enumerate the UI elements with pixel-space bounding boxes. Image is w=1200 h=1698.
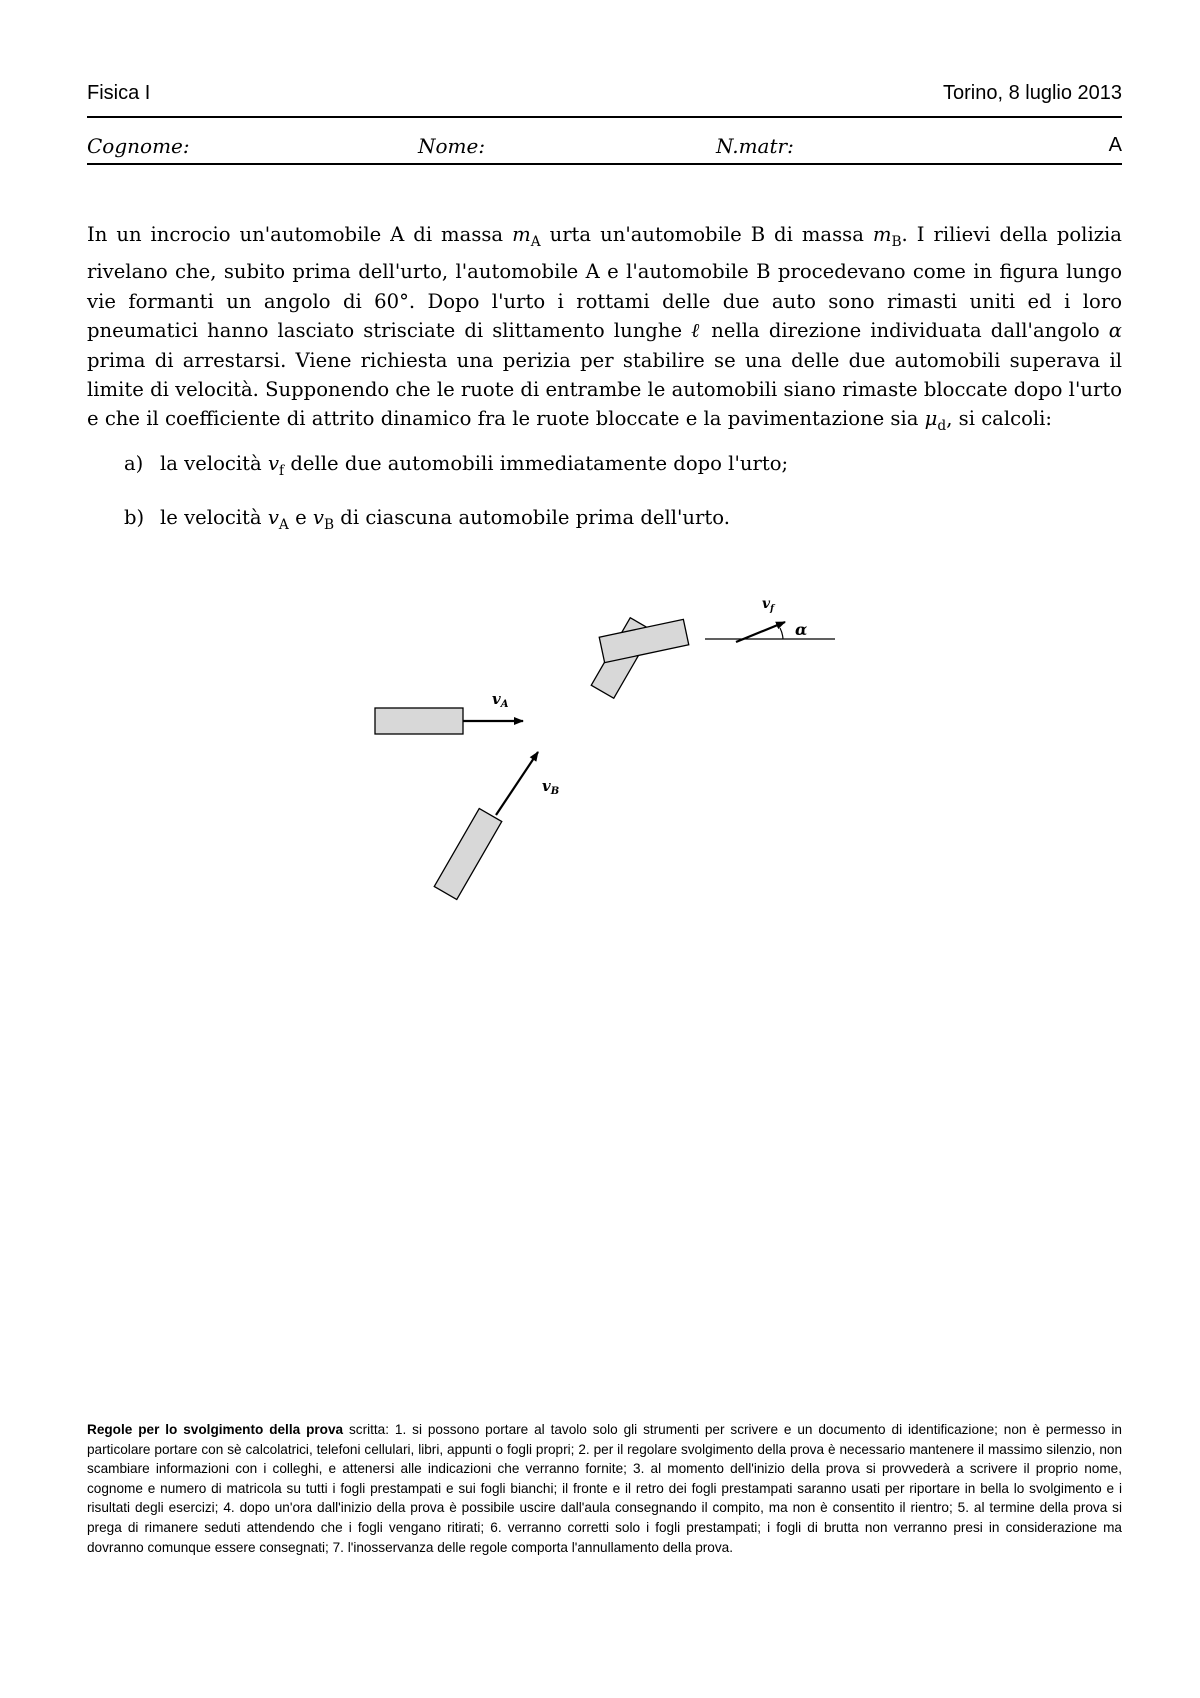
matriculation-label: N.matr:	[716, 134, 794, 158]
question-label: a)	[124, 452, 144, 475]
rules-text: scritta: 1. si possono portare al tavolo solo gli strumenti per scrivere e un documento di identificazione; non è permesso in particolare portare con sè calcolatrici, telefoni cellulari, libri, appunti o fogli propri; 2. per il regolare svolgimento della prova è necessario mantenere il massimo silenzio, non scambiare informazioni con i colleghi, e attenersi alle indicazioni che verranno fornite; 3. al momento dell'inizio della prova si provvederà a scrivere il proprio nome, cognome e numero di matricola su tutti i fogli prestampati e sui fogli bianchi; il fronte e il retro dei fogli prestampati saranno usati per riportare in bella lo svolgimento e i risultati degli esercizi; 4. dopo un'ora dall'inizio della prova è possibile uscire dall'aula consegnando il compito, ma non è consentito il rientro; 5. al termine della prova si prega di rimanere seduti attendendo che i fogli vengano ritirati; 6. verranno corretti solo i fogli prestampati; i fogli di brutta non verranno presi in considerazione ma dovranno comunque essere consegnati; 7. l'inosservanza delle regole comporta l'annullamento della prova.	[87, 1422, 1122, 1555]
label-vf: $v_f$	[762, 596, 775, 614]
surname-label: Cognome:	[87, 134, 190, 158]
velocity-b-arrow	[496, 752, 538, 815]
label-alpha: α	[795, 620, 808, 639]
collision-diagram	[360, 585, 840, 915]
angle-arc	[780, 628, 783, 639]
header-rule-bottom	[87, 163, 1122, 165]
question-b: b) le velocità $v_A$ e $v_B$ di ciascuna automobile prima dell'urto.	[124, 506, 730, 533]
page-header	[87, 82, 1122, 112]
header-rule-top	[87, 116, 1122, 118]
student-fields	[87, 134, 1122, 160]
exam-date: Torino, 8 luglio 2013	[942, 82, 1122, 104]
car-b	[434, 809, 502, 900]
question-label: b)	[124, 506, 145, 529]
exam-version: A	[1108, 134, 1122, 156]
rules-title: Regole per lo svolgimento della prova	[87, 1422, 344, 1437]
problem-statement: In un incrocio un'automobile A di massa $m_A$ urta un'automobile B di massa $m_B$. I rilievi della polizia rivelano che, subito prima dell'urto, l'automobile A e l'automobile B procedevano come in figura lungo vie formanti un angolo di 60°. Dopo l'urto i rottami delle due auto sono rimasti uniti ed i loro pneumatici hanno lasciato strisciate di slittamento lunghe ℓ nella direzione individuata dall'angolo α prima di arrestarsi. Viene richiesta una perizia per stabilire se una delle due automobili superava il limite di velocità. Supponendo che le ruote di entrambe le automobili siano rimaste bloccate dopo l'urto e che il coefficiente di attrito dinamico fra le ruote bloccate e la pavimentazione sia $\mu_d$, si calcoli:	[87, 223, 1122, 435]
course-title: Fisica I	[87, 82, 151, 104]
car-a	[375, 708, 463, 734]
question-a: a) la velocità $v_f$ delle due automobili immediatamente dopo l'urto;	[124, 452, 789, 479]
exam-rules	[87, 1420, 1122, 1557]
label-vb: $v_B$	[542, 777, 560, 797]
name-label: Nome:	[418, 134, 486, 158]
label-va: $v_A$	[492, 690, 509, 710]
